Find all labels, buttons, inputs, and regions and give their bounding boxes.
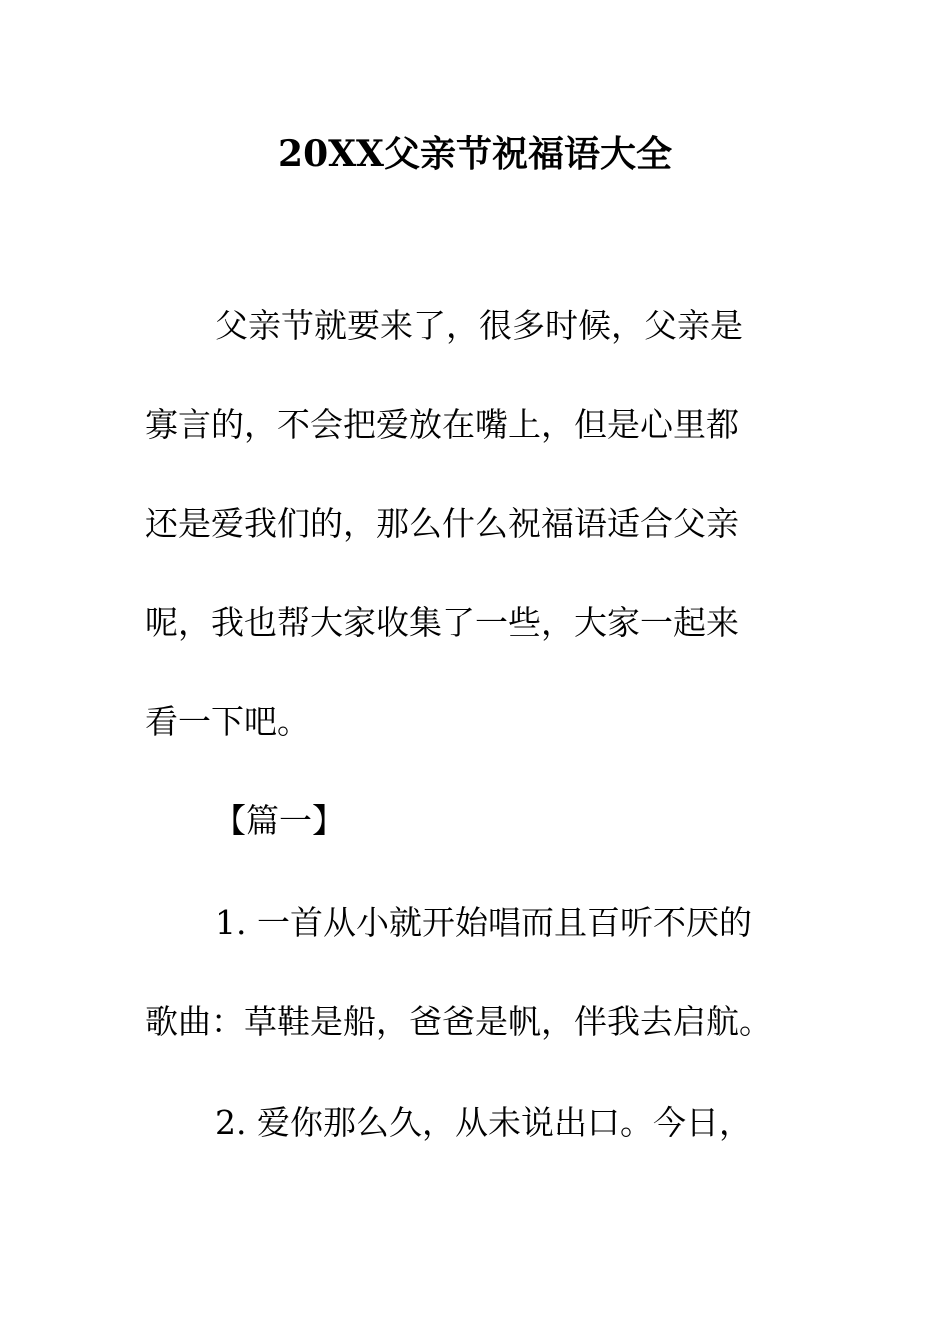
list-item-1-line-2: 歌曲：草鞋是船，爸爸是帆，伴我去启航。 bbox=[145, 1002, 772, 1041]
section-heading: 【篇一】 bbox=[213, 801, 345, 840]
paragraph-line-1: 父亲节就要来了，很多时候，父亲是 bbox=[215, 306, 743, 345]
document-title: 20XX父亲节祝福语大全 bbox=[278, 133, 672, 175]
paragraph-line-5: 看一下吧。 bbox=[145, 702, 310, 741]
list-item-2-line-1: 2. 爱你那么久，从未说出口。今日， bbox=[215, 1103, 752, 1142]
list-item-1-line-1: 1. 一首从小就开始唱而且百听不厌的 bbox=[215, 903, 752, 942]
paragraph-line-2: 寡言的，不会把爱放在嘴上，但是心里都 bbox=[145, 405, 739, 444]
paragraph-line-4: 呢，我也帮大家收集了一些，大家一起来 bbox=[145, 603, 739, 642]
paragraph-line-3: 还是爱我们的，那么什么祝福语适合父亲 bbox=[145, 504, 739, 543]
